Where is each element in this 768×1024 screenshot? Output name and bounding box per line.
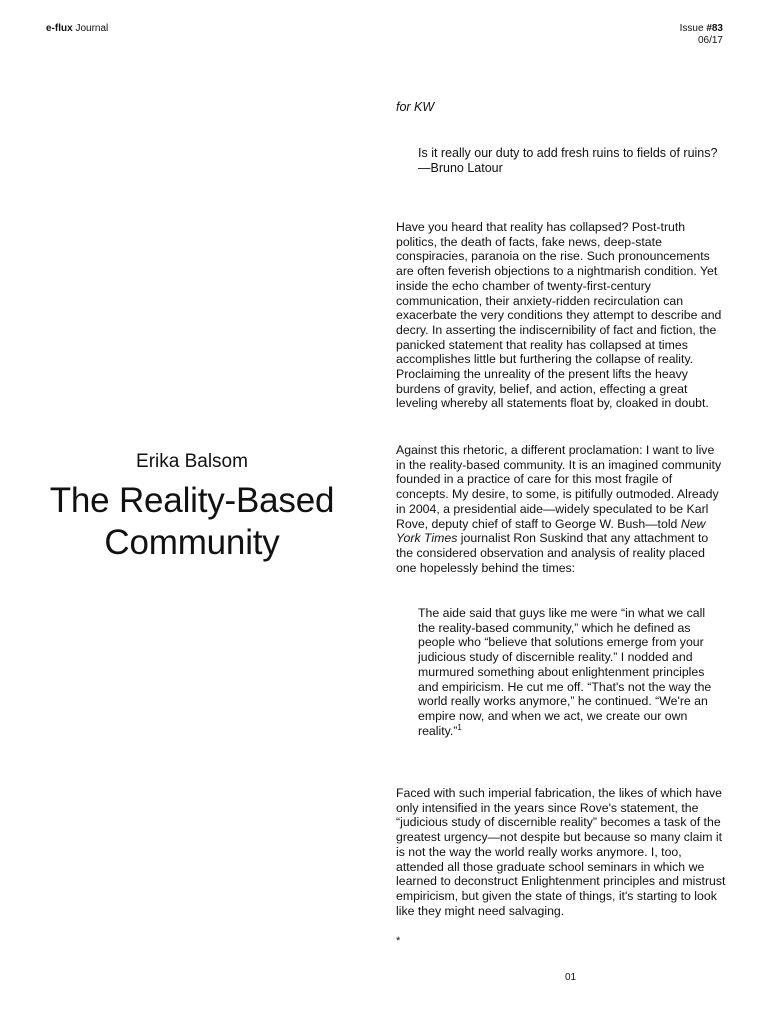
dedication: for KW [396, 100, 435, 114]
block-quote-text: The aide said that guys like me were “in what we call the reality-based community,” which he defined as people who “believe that solutions emerge from your judicious study of discernible reality.” I nodded and murmured something about enlightenment principles and empiricism. He cut me off. “That's not the way the world really works anymore,” he continued. “We're an empire now, and when we act, we create our own reality.” [418, 606, 712, 738]
journal-brand: e-flux [46, 23, 73, 34]
issue-line [680, 23, 723, 35]
body-paragraph-2 [396, 443, 726, 575]
issue-info [680, 23, 723, 47]
epigraph-quote: Is it really our duty to add fresh ruins to fields of ruins? [418, 146, 718, 160]
journal-word: Journal [75, 23, 109, 34]
epigraph [418, 146, 738, 176]
footnote-reference[interactable]: 1 [457, 722, 462, 732]
body-paragraph-3: Faced with such imperial fabrication, the likes of which have only intensified in the years since Rove's statement, the “judicious study of discernible reality” becomes a task of the greatest urgency—not despite but because so many claim it is not the way the world really works anymore. I, too, attended all those graduate school seminars in which we learned to deconstruct Enlightenment principles and mistrust empiricism, but given the state of things, it's starting to look like they might need salvaging. [396, 786, 726, 918]
article-title-line-2: Community [104, 523, 280, 562]
article-title-line-1: The Reality-Based [49, 481, 335, 520]
publication-name: New York Times [396, 516, 706, 546]
block-quote [418, 606, 723, 738]
section-break: * [396, 935, 401, 947]
issue-label: Issue [679, 23, 704, 34]
epigraph-attribution: —Bruno Latour [418, 161, 503, 175]
issue-number: #83 [706, 23, 723, 34]
body-paragraph-1: Have you heard that reality has collapsed? Post-truth politics, the death of facts, fake news, deep-state conspiracies, paranoia on the rise. Such pronouncements are often feverish objections to a nightmarish condition. Yet inside the echo chamber of twenty-first-century communication, their anxiety-ridden recirculation can exacerbate the very conditions they attempt to describe and decry. In asserting the indiscernibility of fact and fiction, the panicked statement that reality has collapsed at times accomplishes little but furthering the collapse of reality. Proclaiming the unreality of the present lifts the heavy burdens of gravity, belief, and action, effecting a great leveling whereby all statements float by, cloaked in doubt. [396, 220, 722, 411]
page-number: 01 [565, 972, 577, 983]
author-name: Erika Balsom [136, 451, 248, 472]
journal-name [46, 23, 108, 35]
paragraph-2-text-a: Against this rhetoric, a different proclamation: I want to live in the reality-based community. It is an imagined community founded in a practice of care for this most fragile of concepts. My desire, to some, is pitifully outmoded. Already in 2004, a presidential aide—widely speculated to be Karl Rove, deputy chief of staff to George W. Bush—told [396, 443, 722, 531]
issue-date: 06/17 [697, 35, 723, 46]
article-title [42, 480, 342, 564]
paragraph-2-text-b: journalist Ron Suskind that any attachment to the considered observation and analysis of reality placed one hopelessly behind the times: [396, 531, 709, 575]
